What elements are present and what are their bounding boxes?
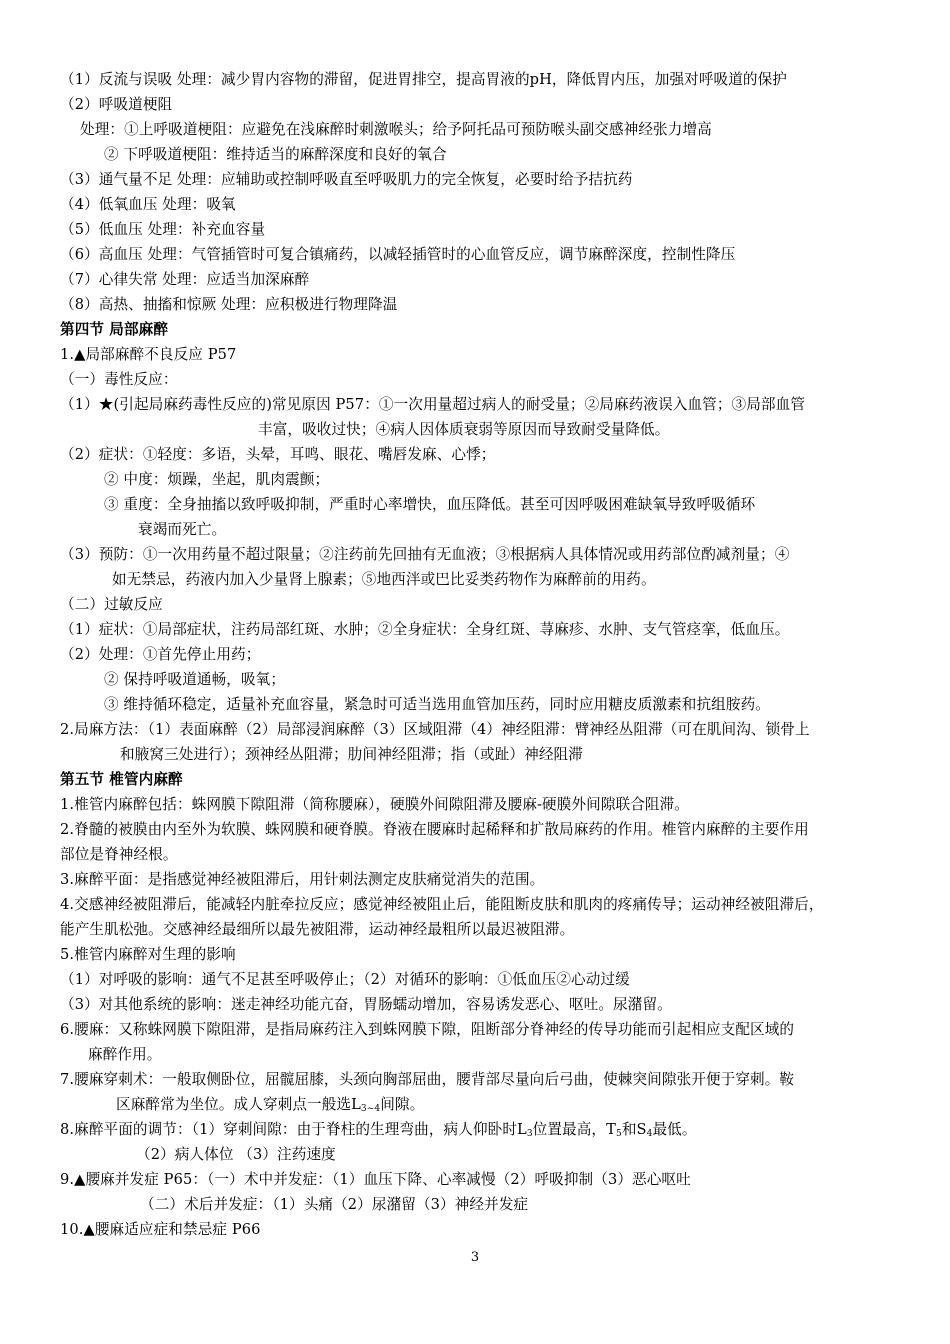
text-line: （3）通气量不足 处理：应辅助或控制呼吸直至呼吸肌力的完全恢复，必要时给予拮抗药 xyxy=(60,171,633,188)
text-line: 10.▲腰麻适应症和禁忌症 P66 xyxy=(60,1221,261,1238)
text-line: 8.麻醉平面的调节：（1）穿刺间隙：由于脊柱的生理弯曲，病人仰卧时$L_3$位置最高，$T_5$和$S_4$最低。 xyxy=(60,1121,697,1139)
text-line: （2）病人体位 （3）注药速度 xyxy=(136,1146,336,1163)
text-line: （7）心律失常 处理：应适当加深麻醉 xyxy=(60,271,310,288)
text-line: 和腋窝三处进行）；颈神经丛阻滞；肋间神经阻滞；指（或趾）神经阻滞 xyxy=(120,746,583,763)
text-line: （4）低氧血压 处理：吸氧 xyxy=(60,196,236,213)
text-line: （1）★(引起局麻药毒性反应的)常见原因 P57：①一次用量超过病人的耐受量；②局麻药液误入血管；③局部血管 xyxy=(60,396,806,413)
text-line: （8）高热、抽搐和惊厥 处理：应积极进行物理降温 xyxy=(60,296,398,313)
text-line: ② 保持呼吸道通畅，吸氧； xyxy=(104,671,286,688)
text-line: （一）毒性反应： xyxy=(60,371,178,388)
text-line: 9.▲腰麻并发症 P65：（一）术中并发症：（1）血压下降、心率减慢（2）呼吸抑制（3）恶心呕吐 xyxy=(60,1171,691,1188)
section-heading: 第四节 局部麻醉 xyxy=(60,321,169,338)
text-line: 能产生肌松弛。交感神经最细所以最先被阻滞，运动神经最粗所以最迟被阻滞。 xyxy=(60,921,575,938)
text-line: 区麻醉常为坐位。成人穿刺点一般选$L_{3\sim 4}$间隙。 xyxy=(116,1096,425,1114)
text-line: （2）处理：①首先停止用药； xyxy=(60,646,261,663)
text-line: 如无禁忌，药液内加入少量肾上腺素；⑤地西泮或巴比妥类药物作为麻醉前的用药。 xyxy=(112,571,656,588)
text-line: （1）症状：①局部症状，注药局部红斑、水肿；②全身症状：全身红斑、荨麻疹、水肿、支气管痉挛，低血压。 xyxy=(60,621,790,638)
text-line: （2）症状：①轻度：多语，头晕，耳鸣、眼花、嘴唇发麻、心悸； xyxy=(60,446,496,463)
text-line: 3.麻醉平面：是指感觉神经被阻滞后，用针刺法测定皮肤痛觉消失的范围。 xyxy=(60,871,545,888)
text-line: （二）术后并发症：（1）头痛（2）尿潴留（3）神经并发症 xyxy=(140,1196,529,1213)
text-line: （5）低血压 处理：补充血容量 xyxy=(60,221,266,238)
text-line: 6.腰麻：又称蛛网膜下隙阻滞，是指局麻药注入到蛛网膜下隙，阻断部分脊神经的传导功能而引起相应支配区域的 xyxy=(60,1021,795,1038)
text-line: （二）过敏反应 xyxy=(60,596,163,613)
text-line: （2）呼吸道梗阻 xyxy=(60,96,173,113)
section-heading: 第五节 椎管内麻醉 xyxy=(60,771,183,788)
vertebra-label: $L_{3\sim 4}$ xyxy=(351,1096,381,1114)
vertebra-label: $L_3$ xyxy=(517,1121,533,1139)
text-line: 丰富，吸收过快；④病人因体质衰弱等原因而导致耐受量降低。 xyxy=(258,421,670,438)
text-line: ③ 维持循环稳定，适量补充血容量，紧急时可适当选用血管加压药，同时应用糖皮质激素和抗组胺药。 xyxy=(104,696,770,713)
text-line: 4.交感神经被阻滞后，能减轻内脏牵拉反应；感觉神经被阻止后，能阻断皮肤和肌肉的疼痛传导；运动神经被阻滞后， xyxy=(60,896,824,913)
text-line: 2.局麻方法：（1）表面麻醉（2）局部浸润麻醉（3）区域阻滞（4）神经阻滞：臂神经丛阻滞（可在肌间沟、锁骨上 xyxy=(60,721,810,738)
text-line: 2.脊髓的被膜由内至外为软膜、蛛网膜和硬脊膜。脊液在腰麻时起稀释和扩散局麻药的作用。椎管内麻醉的主要作用 xyxy=(60,821,809,838)
text-line: 麻醉作用。 xyxy=(88,1046,162,1063)
text-line: 7.腰麻穿刺术：一般取侧卧位，屈髋屈膝，头颈向胸部屈曲，腰背部尽量向后弓曲，使棘突间隙张开便于穿刺。鞍 xyxy=(60,1071,795,1088)
text-line: ③ 重度：全身抽搐以致呼吸抑制，严重时心率增快，血压降低。甚至可因呼吸困难缺氧导致呼吸循环 xyxy=(104,496,756,513)
text-line: 5.椎管内麻醉对生理的影响 xyxy=(60,946,236,963)
text-line: （3）对其他系统的影响：迷走神经功能亢奋，胃肠蠕动增加，容易诱发恶心、呕吐。尿潴留。 xyxy=(60,996,672,1013)
text-line: 部位是脊神经根。 xyxy=(60,846,178,863)
vertebra-label: $S_4$ xyxy=(636,1121,653,1139)
text-line: 衰竭而死亡。 xyxy=(138,521,227,538)
text-line: （3）预防：①一次用药量不超过限量；②注药前先回抽有无血液；③根据病人具体情况或用药部位酌减剂量；④ xyxy=(60,546,790,563)
text-line: （6）高血压 处理：气管插管时可复合镇痛药，以减轻插管时的心血管反应，调节麻醉深度，控制性降压 xyxy=(60,246,736,263)
text-line: 1.▲局部麻醉不良反应 P57 xyxy=(60,346,237,363)
text-line: 处理：①上呼吸道梗阻：应避免在浅麻醉时刺激喉头；给予阿托品可预防喉头副交感神经张力增高 xyxy=(80,121,712,138)
text-line: 1.椎管内麻醉包括：蛛网膜下隙阻滞（简称腰麻），硬膜外间隙阻滞及腰麻-硬膜外间隙联合阻滞。 xyxy=(60,796,689,813)
text-line: （1）对呼吸的影响：通气不足甚至呼吸停止；（2）对循环的影响：①低血压②心动过缓 xyxy=(60,971,630,988)
text-line: ② 下呼吸道梗阻：维持适当的麻醉深度和良好的氧合 xyxy=(104,146,447,163)
text-line: ② 中度：烦躁，坐起，肌肉震颤； xyxy=(104,471,330,488)
vertebra-label: $T_5$ xyxy=(606,1121,622,1139)
page-number: 3 xyxy=(470,1250,480,1265)
text-line: （1）反流与误吸 处理：减少胃内容物的滞留，促进胃排空，提高胃液的pH，降低胃内压，加强对呼吸道的保护 xyxy=(60,71,788,88)
